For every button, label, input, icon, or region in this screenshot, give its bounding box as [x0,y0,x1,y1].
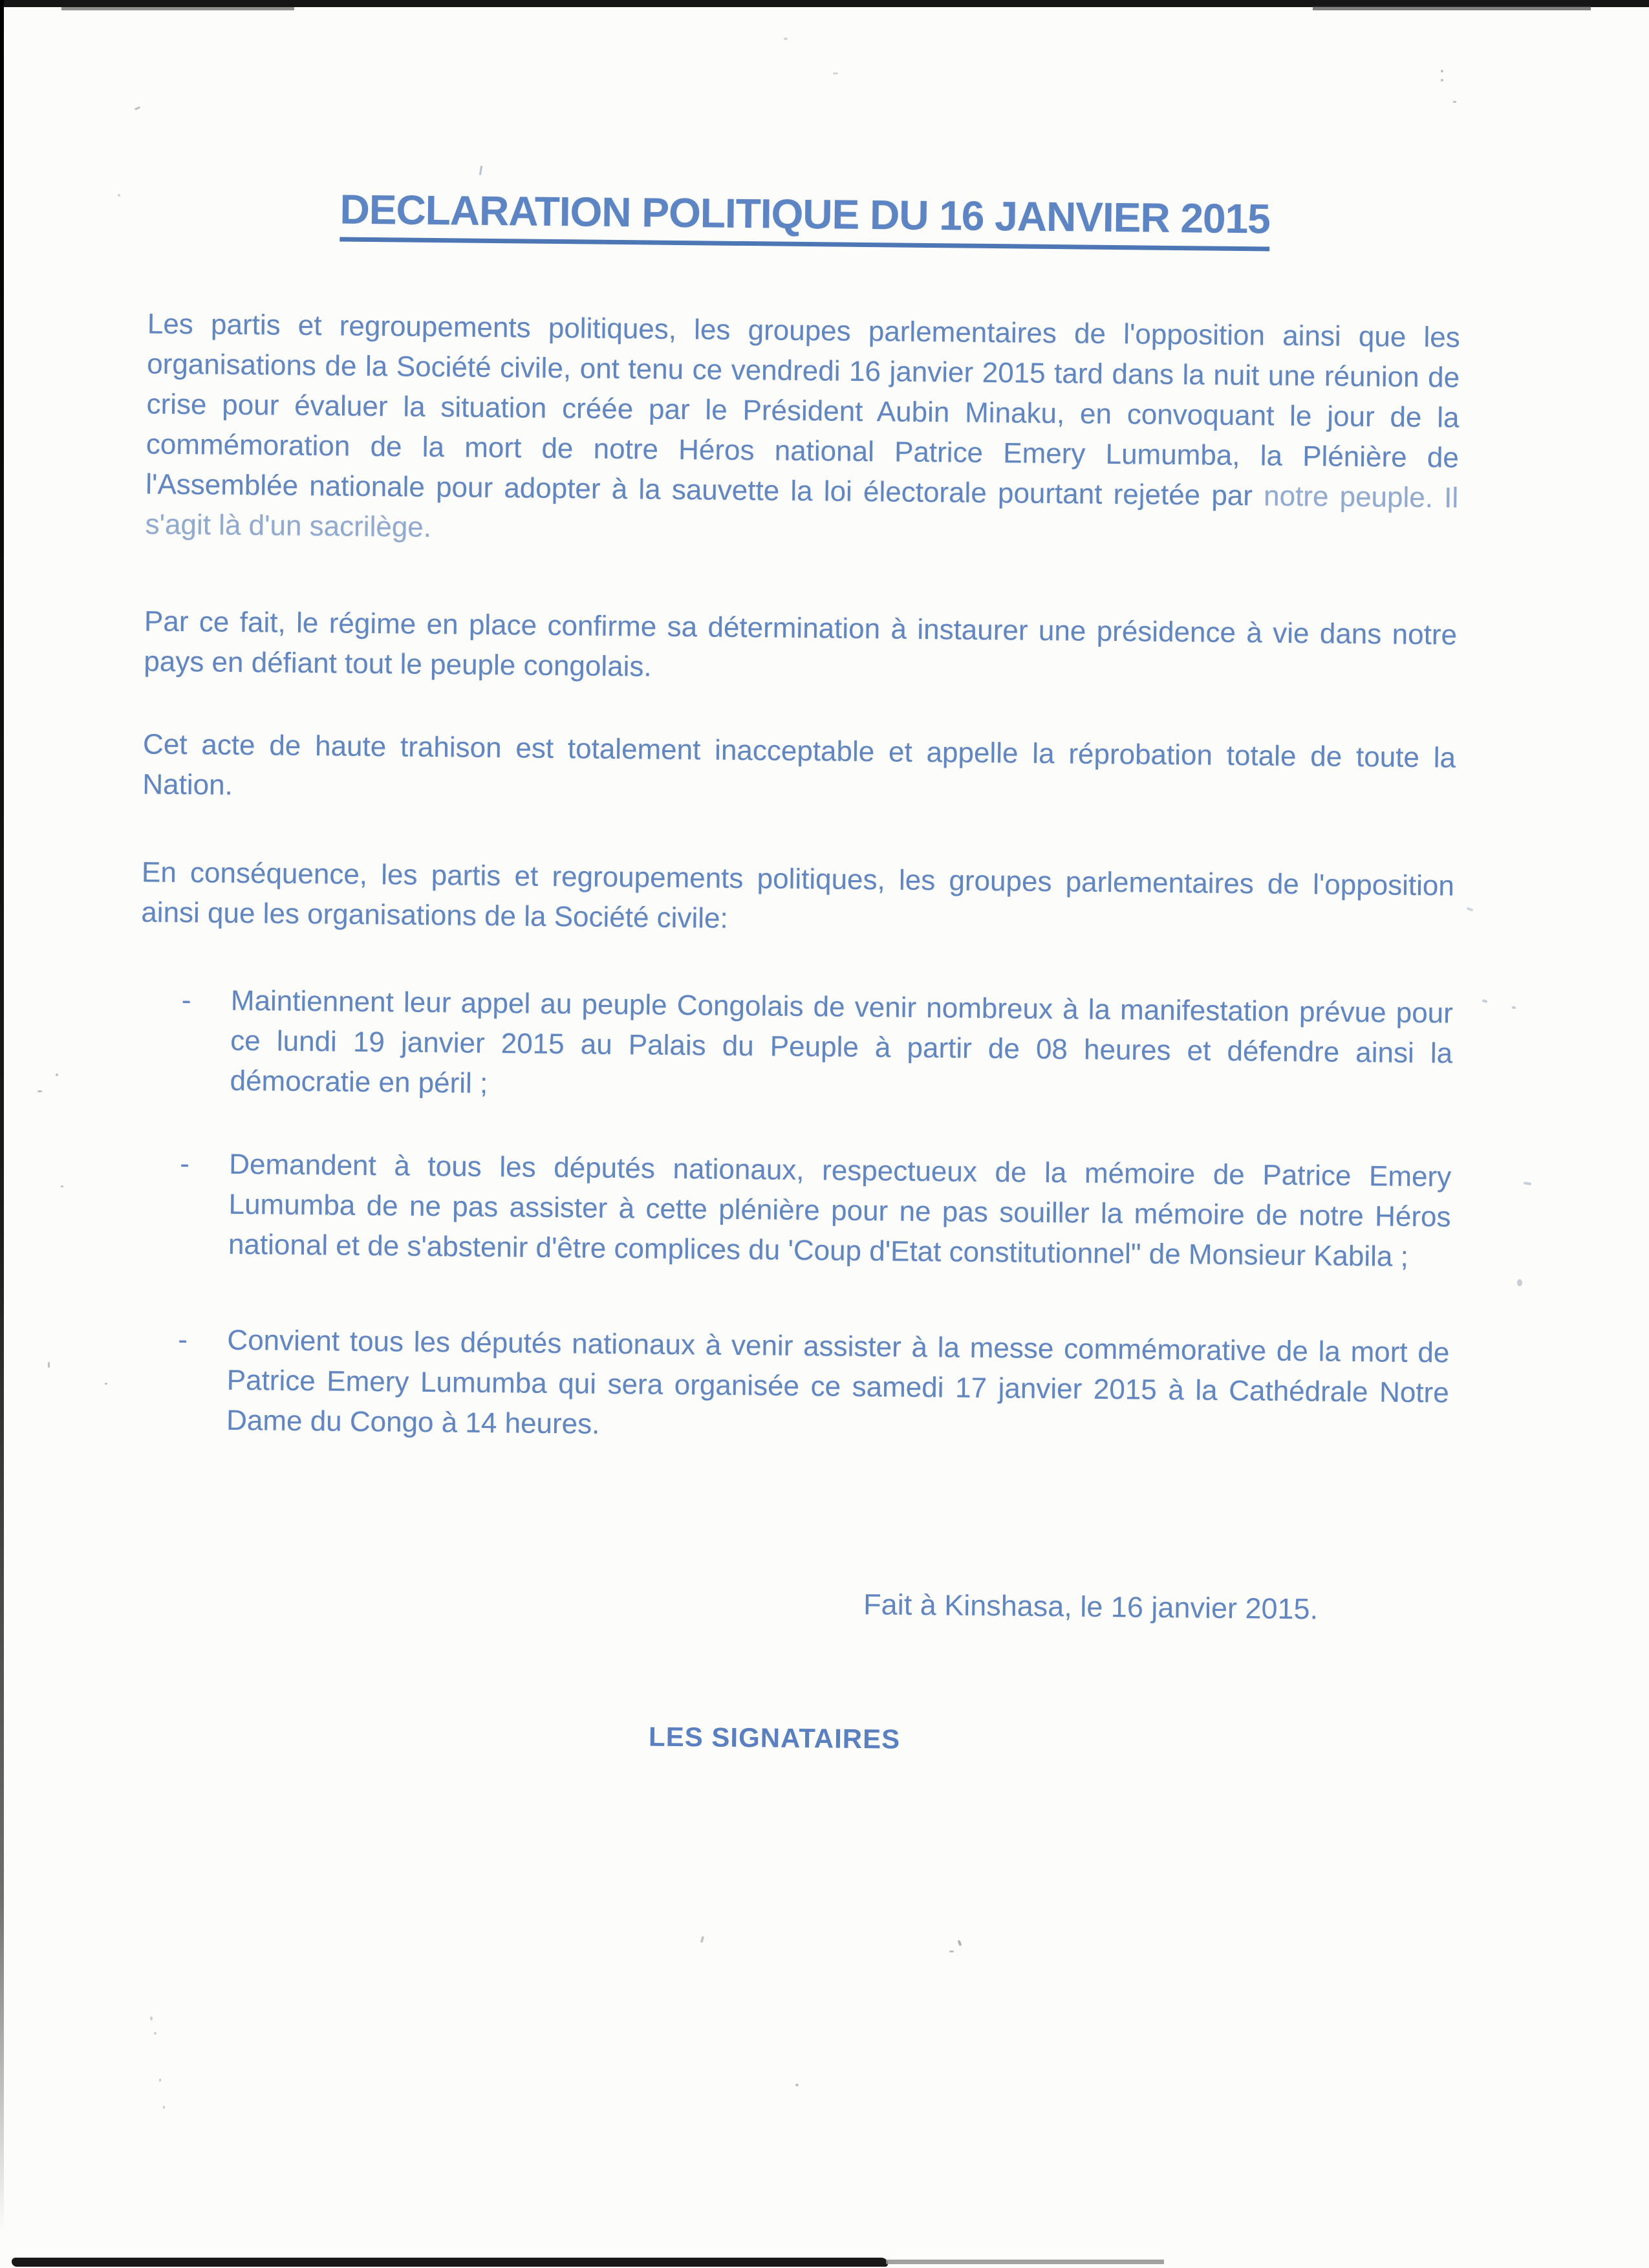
scan-speck [159,2079,161,2082]
scan-edge-top-streak [61,7,294,10]
scan-speck [150,2016,153,2020]
bullet-dash: - [178,1323,188,1356]
bullet-dash: - [180,1147,190,1180]
scan-speck [795,2084,799,2086]
list-item-deputes-pleniere [138,1143,1452,1277]
signatories-heading: LES SIGNATAIRES [648,1721,901,1755]
bullet-dash: - [181,984,191,1017]
paragraph-intro [145,304,1460,558]
scan-speck [1512,1006,1516,1009]
scan-speck [38,1090,42,1092]
scan-speck [105,1383,107,1385]
paragraph-consequence: En conséquence, les partis et regroupements politiques, les groupes parlementaires de l'opposition ainsi que les organisations de la Société civile: [141,856,1455,934]
scan-speck [784,38,788,40]
document-content [133,0,1463,1760]
paragraph-trahison: Cet acte de haute trahison est totalement inacceptable et appelle la réprobation totale de toute la Nation. [142,728,1456,801]
scan-speck [1524,1182,1531,1185]
scan-speck [48,1362,50,1368]
scan-speck [56,1074,58,1076]
scan-speck [1517,1279,1522,1286]
scan-speck [154,2032,156,2035]
scan-speck [163,2106,165,2109]
scan-speck [700,1936,704,1943]
decision-list [136,980,1453,1453]
paragraph-intro-faded-tail: notre peuple. Il s'agit là d'un sacrilège. [145,480,1459,543]
scan-speck [833,72,838,74]
list-item-deputes-pleniere-text: Demandent à tous les députés nationaux, respectueux de la mémoire de Patrice Emery Lumumba de ne pas assister à cette plénière pour ne pas souiller la mémoire de notre Héros national et de s'abstenir d'être complices du 'Coup d'Etat constitutionnel" de Monsieur Kabila ; [228,1148,1452,1273]
document-title: DECLARATION POLITIQUE DU 16 JANVIER 2015 [339,185,1270,251]
list-item-manifestation [139,980,1453,1114]
scan-speck [118,194,120,197]
dateline: Fait à Kinshasa, le 16 janvier 2015. [863,1588,1319,1626]
title-row [148,183,1461,253]
scan-edge-bottom [12,2258,888,2267]
scan-edge-bottom-tail [886,2260,1164,2264]
scan-speck [1441,70,1443,72]
scan-edge-left [0,0,4,2231]
scan-speck [1467,907,1474,911]
list-item-messe [136,1319,1450,1453]
paragraph-intro-main: Les partis et regroupements politiques, les groupes parlementaires de l'opposition ainsi que les organisations de la Société civile, ont tenu ce vendredi 16 janvier 2015 tard dans la nuit une réunion de crise pour évaluer la situation créée par le Président Aubin Minaku, en convoquant le jour de la commémoration de la mort de notre Héros national Patrice Emery Lumumba, la Plénière de l'Assemblée nationale pour adopter à la sauvette la loi électorale pourtant rejetée par [146,308,1461,512]
scan-edge-top-streak [1313,6,1591,10]
scan-speck [958,1940,962,1947]
scan-speck [135,106,140,111]
scan-speck [1482,999,1488,1003]
scan-speck [949,1950,954,1952]
scan-speck [1453,101,1456,103]
paragraph-regime: Par ce fait, le régime en place confirme sa détermination à instaurer une présidence à vie dans notre pays en défiant tout le peuple congolais. [144,605,1458,683]
scan-speck [61,1185,63,1187]
list-item-manifestation-text: Maintiennent leur appel au peuple Congolais de venir nombreux à la manifestation prévue pour ce lundi 19 janvier 2015 au Palais du Peuple à partir de 08 heures et défendre ainsi la démocratie en péril ; [230,984,1454,1099]
list-item-messe-text: Convient tous les députés nationaux à venir assister à la messe commémorative de la mort de Patrice Emery Lumumba qui sera organisée ce samedi 17 janvier 2015 à la Cathédrale Notre Dame du Congo à 14 heures. [226,1324,1450,1440]
